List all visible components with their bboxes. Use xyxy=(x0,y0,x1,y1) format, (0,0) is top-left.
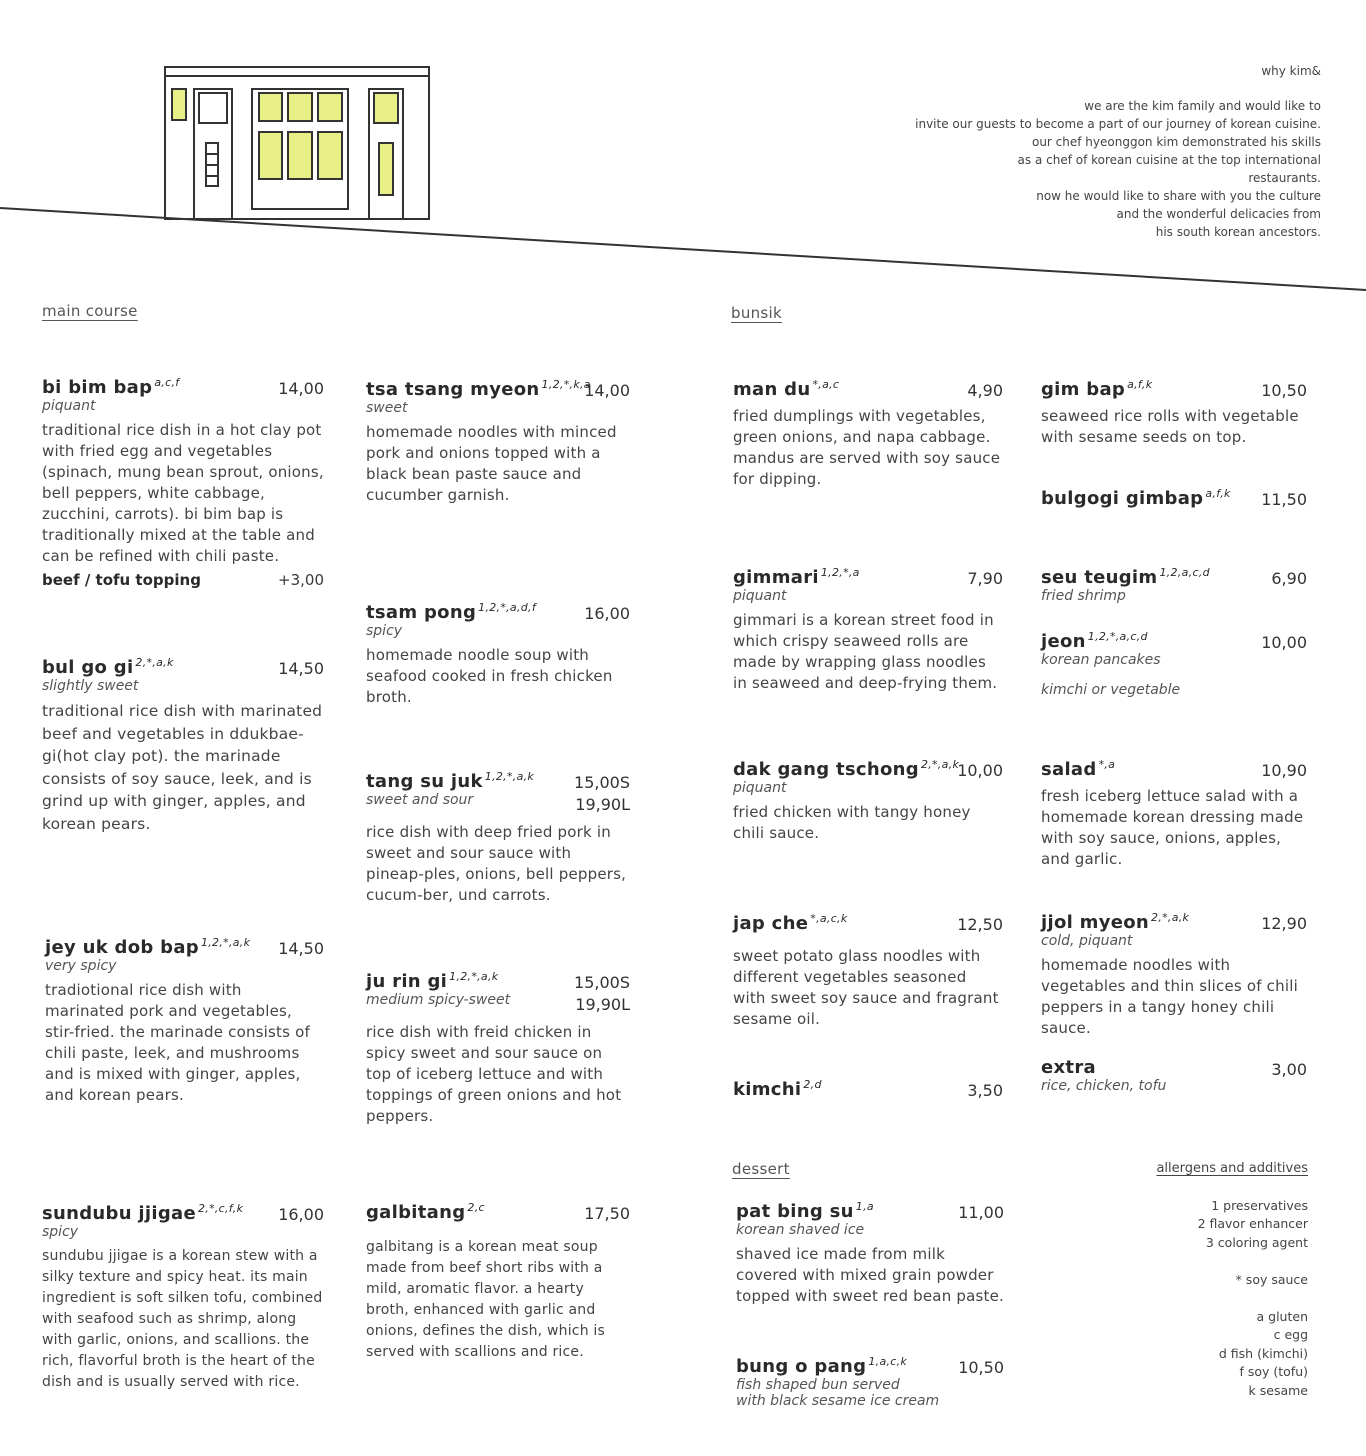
allergen-codes: 2,*,a,k xyxy=(135,656,174,669)
item-name: tsam pong xyxy=(366,602,477,623)
item-price: 10,90 xyxy=(1261,761,1307,780)
item-subtitle: piquant xyxy=(733,780,787,796)
item-subtitle: fish shaped bun served xyxy=(736,1377,900,1393)
allergen-codes: 1,2,*,a,k xyxy=(200,936,251,949)
intro-line: we are the kim family and would like to xyxy=(1084,99,1321,113)
item-price-large: 19,90L xyxy=(575,995,630,1014)
allergen-codes: 1,2,a,c,d xyxy=(1159,566,1210,579)
allergen-legend xyxy=(1068,1160,1308,1400)
item-description: homemade noodles with minced pork and onions topped with a black bean paste sauce and cucumber garnish. xyxy=(366,423,617,504)
intro-title: why kim& xyxy=(1261,64,1321,78)
item-name: gimmari xyxy=(733,567,819,588)
item-name: sundubu jjigae xyxy=(42,1203,196,1224)
item-price-group xyxy=(574,972,630,1016)
topping-label: beef / tofu topping xyxy=(42,571,201,589)
item-subtitle: spicy xyxy=(42,1224,79,1240)
legend-spacer xyxy=(1068,1252,1308,1271)
item-price: 17,50 xyxy=(584,1204,630,1223)
item-name: kimchi xyxy=(733,1079,802,1100)
legend-spacer xyxy=(1068,1289,1308,1308)
item-description: tradiotional rice dish with marinated pork and vegetables, stir-fried. the marinade consists of chili paste, leek, and mushrooms and is mixed with ginger, apples, and korean pears. xyxy=(45,981,310,1104)
item-name: man du xyxy=(733,379,811,400)
intro-line: invite our guests to become a part of our journey of korean cuisine. xyxy=(915,117,1321,131)
allergen-codes: 1,2,*,k,a xyxy=(541,378,591,391)
allergen-codes: *,a,c xyxy=(812,378,840,391)
item-price: 14,00 xyxy=(278,379,324,398)
item-name: jey uk dob bap xyxy=(45,937,199,958)
item-subtitle: cold, piquant xyxy=(1041,933,1133,949)
menu-item-jjol-myeon xyxy=(1041,911,1307,1039)
menu-item-kimchi xyxy=(733,1078,1003,1100)
allergen-codes: 2,c xyxy=(467,1201,485,1214)
item-price-group xyxy=(574,772,630,816)
item-subtitle: korean pancakes xyxy=(1041,652,1161,668)
item-price: 12,90 xyxy=(1261,914,1307,933)
item-description: homemade noodle soup with seafood cooked in fresh chicken broth. xyxy=(366,646,613,706)
menu-item-tang-su-juk xyxy=(366,770,630,906)
item-price: 3,00 xyxy=(1271,1060,1307,1079)
legend-line: 3 coloring agent xyxy=(1205,1234,1308,1250)
item-name: tsa tsang myeon xyxy=(366,379,540,400)
item-name: gim bap xyxy=(1041,379,1126,400)
intro-block xyxy=(881,62,1321,241)
item-price: 10,00 xyxy=(1261,633,1307,652)
item-subtitle-2: with black sesame ice cream xyxy=(736,1393,940,1409)
allergen-codes: 1,2,*,a,c,d xyxy=(1087,630,1148,643)
intro-line: restaurants. xyxy=(1248,171,1321,185)
item-description: fried chicken with tangy honey chili sauce. xyxy=(733,803,971,842)
legend-line: * soy sauce xyxy=(1235,1271,1308,1287)
item-variant: kimchi or vegetable xyxy=(1041,682,1181,698)
item-subtitle: spicy xyxy=(366,623,403,639)
menu-item-tsam-pong xyxy=(366,601,630,708)
item-name: galbitang xyxy=(366,1202,466,1223)
menu-item-gim-bap xyxy=(1041,378,1307,448)
menu-item-salad xyxy=(1041,758,1307,870)
item-price: 7,90 xyxy=(967,569,1003,588)
window xyxy=(172,89,186,120)
menu-item-bung-o-pang xyxy=(736,1355,1004,1409)
item-subtitle: medium spicy-sweet xyxy=(366,992,511,1008)
item-name: jeon xyxy=(1041,631,1086,652)
item-name: jjol myeon xyxy=(1041,912,1150,933)
item-subtitle: rice, chicken, tofu xyxy=(1041,1078,1167,1094)
item-price: 14,50 xyxy=(278,939,324,958)
menu-item-sundubu-jjigae xyxy=(42,1202,324,1393)
intro-line: and the wonderful delicacies from xyxy=(1116,207,1321,221)
section-header-bunsik: bunsik xyxy=(731,304,783,322)
item-price: 16,00 xyxy=(584,604,630,623)
item-subtitle: slightly sweet xyxy=(42,678,139,694)
allergen-codes: 2,*,a,k xyxy=(1151,911,1190,924)
legend-line: 1 preservatives xyxy=(1211,1197,1308,1213)
legend-line: f soy (tofu) xyxy=(1239,1364,1308,1379)
allergen-codes: a,c,f xyxy=(154,376,180,389)
item-subtitle: piquant xyxy=(42,398,96,414)
item-price-small: 15,00S xyxy=(574,973,630,992)
item-price-small: 15,00S xyxy=(574,773,630,792)
menu-item-jeon xyxy=(1041,630,1307,698)
item-description: shaved ice made from milk covered with mixed grain powder topped with sweet red bean paste. xyxy=(736,1245,1004,1305)
intro-line: as a chef of korean cuisine at the top international xyxy=(1017,153,1321,167)
item-description: traditional rice dish in a hot clay pot with fried egg and vegetables (spinach, mung bean sprout, onions, bell peppers, white cabbage, zucchini, carrots). bi bim bap is traditionally mixed at the table and can be refined with chili paste. xyxy=(42,421,324,565)
legend-line: k sesame xyxy=(1248,1382,1308,1398)
item-price: 10,00 xyxy=(957,761,1003,780)
item-name: bulgogi gimbap xyxy=(1041,488,1204,509)
menu-item-jap-che xyxy=(733,912,1003,1030)
legend-line: 2 flavor enhancer xyxy=(1197,1216,1308,1231)
menu-item-extra xyxy=(1041,1057,1307,1094)
topping-price: +3,00 xyxy=(278,571,324,589)
item-price: 11,50 xyxy=(1261,490,1307,509)
item-price: 14,50 xyxy=(278,659,324,678)
item-name: bul go gi xyxy=(42,657,134,678)
menu-item-man-du xyxy=(733,378,1003,490)
allergen-codes: 1,a xyxy=(855,1200,874,1213)
allergen-codes: 2,*,c,f,k xyxy=(197,1202,244,1215)
topping-row xyxy=(42,571,324,589)
item-price: 12,50 xyxy=(957,915,1003,934)
allergen-codes: 2,d xyxy=(803,1078,822,1091)
item-description: traditional rice dish with marinated beef and vegetables in ddukbae-gi(hot clay pot). the marinade consists of soy sauce, leek, and is grind up with ginger, apples, and korean pears. xyxy=(42,702,323,833)
menu-item-gimmari xyxy=(733,566,1003,694)
item-name: salad xyxy=(1041,759,1097,780)
allergen-codes: *,a,c,k xyxy=(810,912,848,925)
item-price: 4,90 xyxy=(967,381,1003,400)
menu-item-galbitang xyxy=(366,1201,630,1363)
legend-title: allergens and additives xyxy=(1156,1161,1308,1176)
item-price: 14,00 xyxy=(584,381,630,400)
allergen-codes: *,a xyxy=(1098,758,1116,771)
menu-item-bul-go-gi xyxy=(42,656,324,835)
legend-line: c egg xyxy=(1273,1327,1308,1342)
item-name: dak gang tschong xyxy=(733,759,919,780)
item-price-large: 19,90L xyxy=(575,795,630,814)
intro-line: his south korean ancestors. xyxy=(1155,225,1321,239)
item-subtitle: very spicy xyxy=(45,958,117,974)
item-description: homemade noodles with vegetables and thin slices of chili peppers in a tangy honey chili sauce. xyxy=(1041,956,1298,1037)
section-header-main-course: main course xyxy=(42,302,138,320)
item-name: jap che xyxy=(733,913,809,934)
allergen-codes: 2,*,a,k xyxy=(920,758,960,771)
item-name: bung o pang xyxy=(736,1356,867,1377)
item-description: galbitang is a korean meat soup made from beef short ribs with a mild, aromatic flavor. a hearty broth, enhanced with garlic and onions, defines the dish, which is served with scallions and rice. xyxy=(366,1239,605,1360)
item-name: tang su juk xyxy=(366,771,483,792)
item-price: 10,50 xyxy=(1261,381,1307,400)
item-subtitle: sweet and sour xyxy=(366,792,474,808)
item-description: rice dish with freid chicken in spicy sweet and sour sauce on top of iceberg lettuce and with toppings of green onions and hot peppers. xyxy=(366,1023,622,1125)
item-name: seu teugim xyxy=(1041,567,1158,588)
menu-item-bulgogi-gimbap xyxy=(1041,487,1307,509)
allergen-codes: 1,2,*,a,k xyxy=(449,970,499,983)
item-description: fried dumplings with vegetables, green onions, and napa cabbage. mandus are served with soy sauce for dipping. xyxy=(733,407,1001,488)
allergen-codes: a,f,k xyxy=(1205,487,1231,500)
item-subtitle: fried shrimp xyxy=(1041,588,1126,604)
item-name: pat bing su xyxy=(736,1201,854,1222)
item-price: 6,90 xyxy=(1271,569,1307,588)
item-description: rice dish with deep fried pork in sweet and sour sauce with pineap-ples, onions, bell peppers, cucum-ber, und carrots. xyxy=(366,823,627,904)
item-subtitle: piquant xyxy=(733,588,787,604)
intro-line: our chef hyeonggon kim demonstrated his skills xyxy=(1031,135,1321,149)
item-description: seaweed rice rolls with vegetable with sesame seeds on top. xyxy=(1041,407,1299,446)
menu-item-jey-uk-dob-bap xyxy=(45,936,324,1106)
legend-line: d fish (kimchi) xyxy=(1218,1345,1308,1361)
item-price: 11,00 xyxy=(958,1203,1004,1222)
item-price: 3,50 xyxy=(967,1081,1003,1100)
item-name: extra xyxy=(1041,1057,1096,1078)
item-name: bi bim bap xyxy=(42,377,153,398)
allergen-codes: 1,2,*,a,k xyxy=(484,770,535,783)
allergen-codes: a,f,k xyxy=(1127,378,1153,391)
menu-item-seu-teugim xyxy=(1041,566,1307,604)
item-description: sweet potato glass noodles with different vegetables seasoned with sweet soy sauce and fragrant sesame oil. xyxy=(733,947,999,1028)
section-header-dessert: dessert xyxy=(732,1160,790,1178)
item-subtitle: korean shaved ice xyxy=(736,1222,865,1238)
item-description: gimmari is a korean street food in which crispy seaweed rolls are made by wrapping glass noodles in seaweed and deep-frying them. xyxy=(733,611,998,692)
intro-line: now he would like to share with you the culture xyxy=(1036,189,1321,203)
item-price: 10,50 xyxy=(958,1358,1004,1377)
legend-line: a gluten xyxy=(1256,1308,1308,1324)
allergen-codes: 1,a,c,k xyxy=(868,1355,908,1368)
allergen-codes: 1,2,*,a xyxy=(820,566,860,579)
item-subtitle: sweet xyxy=(366,400,408,416)
menu-item-bi-bim-bap xyxy=(42,376,324,589)
menu-item-tsa-tsang-myeon xyxy=(366,378,630,506)
item-description: sundubu jjigae is a korean stew with a silky texture and spicy heat. its main ingredient is soft silken tofu, combined with seafood such as shrimp, along with garlic, onions, and scallions. the rich, flavorful broth is the heart of the dish and is usually served with rice. xyxy=(42,1248,323,1390)
allergen-codes: 1,2,*,a,d,f xyxy=(478,601,537,614)
item-price: 16,00 xyxy=(278,1205,324,1224)
menu-item-pat-bing-su xyxy=(736,1200,1004,1307)
menu-item-dak-gang-tschong xyxy=(733,758,1003,844)
item-description: fresh iceberg lettuce salad with a homemade korean dressing made with soy sauce, onions, apples, and garlic. xyxy=(1041,787,1304,868)
menu-item-ju-rin-gi xyxy=(366,970,630,1127)
item-name: ju rin gi xyxy=(366,971,448,992)
